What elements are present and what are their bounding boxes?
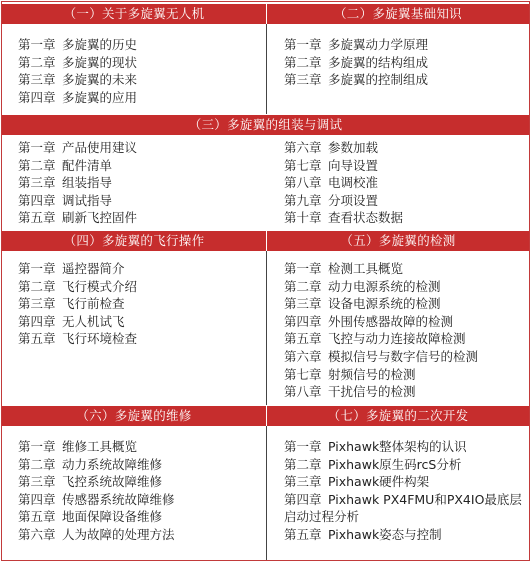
list-item: 第三章 组装指导 — [18, 175, 113, 191]
list-item: 第三章 多旋翼的控制组成 — [284, 72, 429, 88]
list-item: 第五章 Pixhawk姿态与控制 — [284, 526, 442, 542]
list-item: 第一章 检测工具概览 — [284, 261, 404, 276]
section-6-list — [18, 438, 175, 544]
list-item: 第一章 维修工具概览 — [18, 439, 138, 454]
list-item: 第九章 分项设置 — [284, 192, 379, 208]
list-item: 第二章 Pixhawk原生码rcS分析 — [284, 456, 462, 472]
section-3-list-right — [284, 139, 403, 227]
list-item: 第五章 地面保障设备维修 — [18, 509, 163, 525]
section-7-list — [284, 438, 522, 544]
list-item: 第六章 人为故障的处理方法 — [18, 526, 175, 542]
section-1-list — [18, 36, 137, 106]
section-7-header: （七）多旋翼的二次开发 — [267, 406, 529, 426]
column-divider — [266, 24, 267, 114]
section-5-header: （五）多旋翼的检测 — [267, 231, 529, 251]
list-item: 第八章 电调校准 — [284, 175, 379, 191]
list-item: 第四章 传感器系统故障维修 — [18, 491, 175, 507]
list-item: 第五章 刷新飞控固件 — [18, 210, 138, 226]
list-item: 第一章 多旋翼动力学原理 — [284, 37, 429, 52]
list-item: 第二章 多旋翼的结构组成 — [284, 54, 429, 70]
list-item: 第四章 Pixhawk PX4FMU和PX4IO最底层 — [284, 491, 522, 507]
list-item-continuation: 启动过程分析 — [284, 509, 360, 525]
list-item: 第三章 Pixhawk硬件构架 — [284, 474, 430, 490]
list-item: 第一章 遥控器简介 — [18, 261, 125, 276]
list-item: 第一章 产品使用建议 — [18, 140, 138, 155]
list-item: 第二章 飞行模式介绍 — [18, 278, 138, 294]
column-divider — [266, 426, 267, 560]
list-item: 第四章 无人机试飞 — [18, 313, 125, 329]
section-4-list — [18, 260, 137, 348]
list-item: 第五章 飞行环境检查 — [18, 331, 138, 347]
list-item: 第二章 动力电源系统的检测 — [284, 278, 441, 294]
list-item: 第三章 设备电源系统的检测 — [284, 296, 441, 312]
list-item: 第十章 查看状态数据 — [284, 210, 404, 226]
section-1-header: （一）关于多旋翼无人机 — [2, 4, 266, 24]
list-item: 第一章 Pixhawk整体架构的认识 — [284, 439, 467, 454]
list-item: 第四章 外围传感器故障的检测 — [284, 313, 454, 329]
section-4-header: （四）多旋翼的飞行操作 — [2, 231, 266, 251]
section-6-header: （六）多旋翼的维修 — [2, 406, 266, 426]
section-2-header: （二）多旋翼基础知识 — [267, 4, 529, 24]
list-item: 第五章 飞控与动力连接故障检测 — [284, 331, 466, 347]
table-of-contents — [1, 1, 530, 561]
list-item: 第四章 多旋翼的应用 — [18, 89, 138, 105]
list-item: 第六章 参数加载 — [284, 140, 379, 155]
section-3-list-left — [18, 139, 137, 227]
list-item: 第七章 射频信号的检测 — [284, 366, 416, 382]
section-3-header: （三）多旋翼的组装与调试 — [2, 115, 529, 135]
list-item: 第一章 多旋翼的历史 — [18, 37, 138, 52]
section-5-list — [284, 260, 478, 401]
list-item: 第三章 飞行前检查 — [18, 296, 125, 312]
list-item: 第三章 多旋翼的未来 — [18, 72, 138, 88]
list-item: 第三章 飞控系统故障维修 — [18, 474, 163, 490]
list-item: 第二章 多旋翼的现状 — [18, 54, 138, 70]
list-item: 第七章 向导设置 — [284, 157, 379, 173]
list-item: 第二章 配件清单 — [18, 157, 113, 173]
list-item: 第二章 动力系统故障维修 — [18, 456, 163, 472]
list-item: 第八章 干扰信号的检测 — [284, 384, 416, 400]
list-item: 第四章 调试指导 — [18, 192, 113, 208]
section-2-list — [284, 36, 428, 89]
list-item: 第六章 模拟信号与数字信号的检测 — [284, 348, 479, 364]
column-divider — [266, 251, 267, 405]
